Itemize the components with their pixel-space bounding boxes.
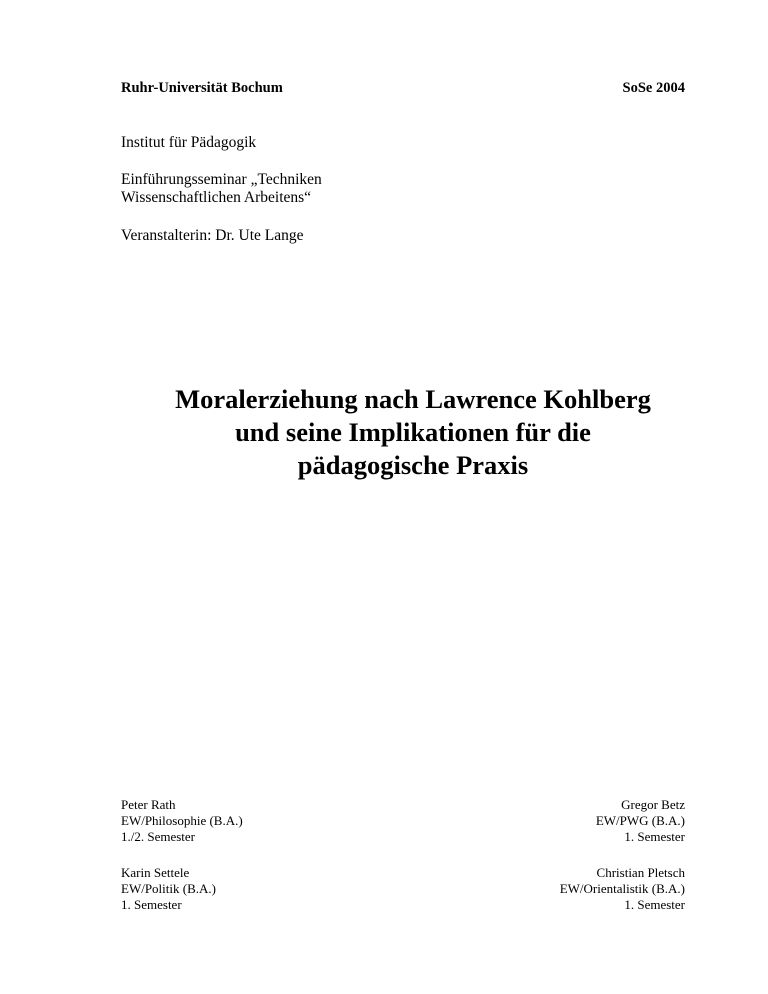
author-program: EW/PWG (B.A.) — [595, 813, 685, 828]
author-block — [121, 865, 216, 913]
title-line-2: und seine Implikationen für die — [235, 417, 591, 447]
document-title — [121, 383, 705, 482]
title-line-3: pädagogische Praxis — [297, 450, 529, 480]
author-semester: 1. Semester — [624, 897, 685, 912]
author-block — [121, 797, 243, 845]
seminar-title-line-2: Wissenschaftlichen Arbeitens“ — [121, 189, 312, 206]
author-semester: 1./2. Semester — [121, 829, 196, 844]
author-name: Karin Settele — [121, 865, 190, 880]
author-program: EW/Philosophie (B.A.) — [121, 813, 243, 828]
author-semester: 1. Semester — [624, 829, 685, 844]
author-name: Peter Rath — [121, 797, 176, 812]
semester-label: SoSe 2004 — [622, 80, 685, 96]
author-name: Gregor Betz — [621, 797, 685, 812]
author-block — [450, 865, 685, 913]
seminar-title — [121, 171, 322, 207]
seminar-title-line-1: Einführungsseminar „Techniken — [121, 171, 322, 188]
university-name: Ruhr-Universität Bochum — [121, 80, 283, 96]
author-semester: 1. Semester — [121, 897, 182, 912]
author-block — [450, 797, 685, 845]
author-program: EW/Politik (B.A.) — [121, 881, 216, 896]
title-line-1: Moralerziehung nach Lawrence Kohlberg — [175, 384, 651, 414]
institute-name: Institut für Pädagogik — [121, 134, 257, 151]
author-program: EW/Orientalistik (B.A.) — [559, 881, 685, 896]
author-name: Christian Pletsch — [596, 865, 685, 880]
lecturer: Veranstalterin: Dr. Ute Lange — [121, 227, 304, 244]
